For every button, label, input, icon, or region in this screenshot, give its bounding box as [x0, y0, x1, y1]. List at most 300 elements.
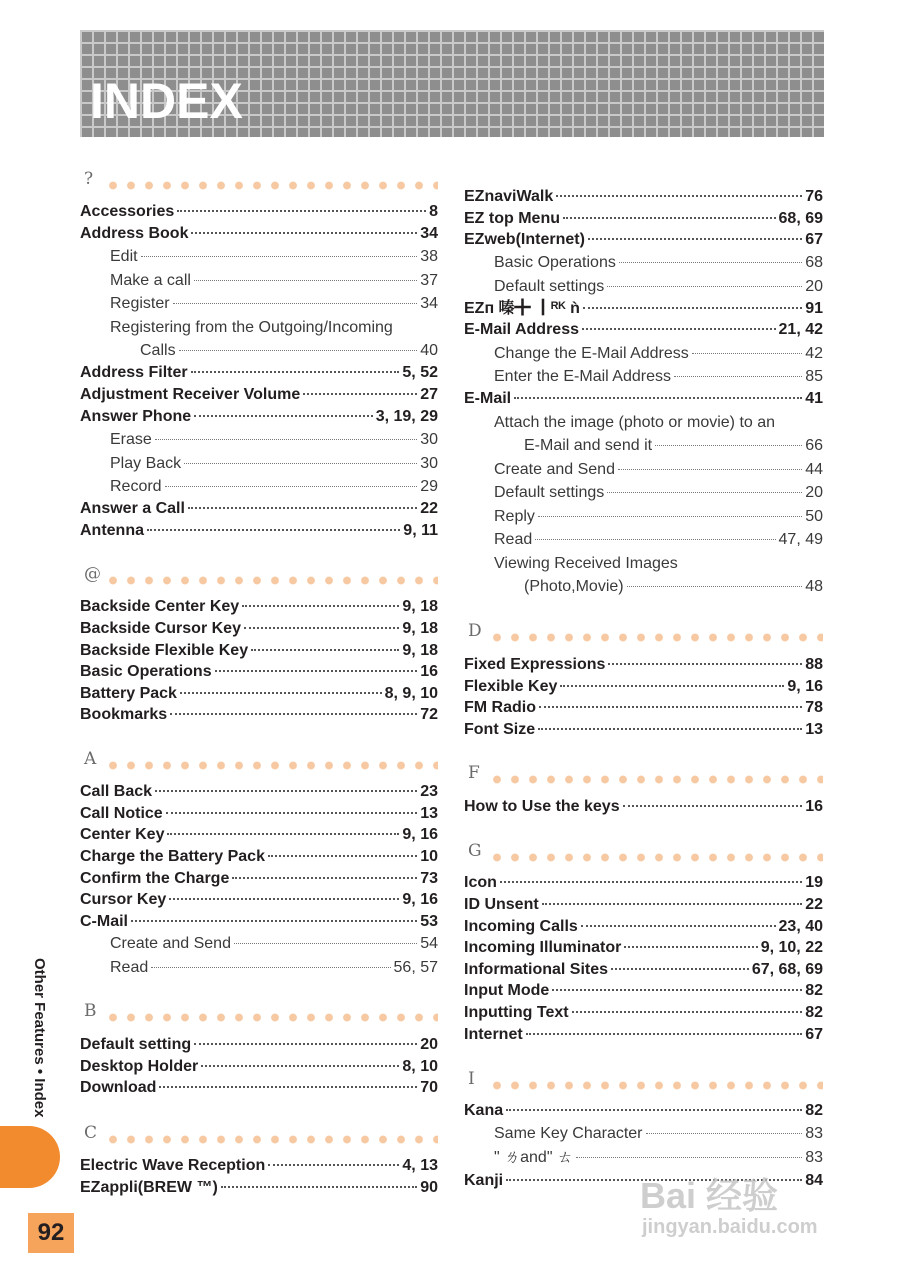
dot-leader	[303, 393, 417, 395]
dot-leader	[608, 663, 802, 665]
section-letter: I	[468, 1069, 475, 1089]
entry-pages: 9, 16	[787, 678, 823, 695]
section-header	[80, 1122, 438, 1146]
index-subentry	[110, 957, 438, 979]
section-header	[464, 840, 823, 864]
index-entry	[464, 229, 823, 251]
dot-leader	[607, 492, 802, 493]
dot-leader	[619, 262, 802, 263]
index-entry	[80, 704, 438, 726]
index-subentry	[110, 270, 438, 292]
dot-leader	[180, 692, 382, 694]
index-subentry	[494, 459, 823, 481]
entry-term: C-Mail	[80, 913, 128, 930]
dot-leader	[169, 898, 399, 900]
index-entry	[80, 661, 438, 683]
section-header	[80, 748, 438, 772]
entry-term: Read	[494, 531, 533, 548]
entry-term: Calls	[140, 342, 176, 359]
entry-term: E-Mail Address	[464, 321, 579, 338]
entry-pages: 8	[429, 203, 438, 220]
dotted-divider	[488, 1081, 823, 1090]
entry-term: Download	[80, 1079, 157, 1096]
dot-leader	[563, 217, 776, 219]
entry-pages: 5, 52	[402, 364, 438, 381]
entry-term: Default settings	[494, 278, 605, 295]
entry-term: Icon	[464, 874, 497, 891]
entry-term: Kana	[464, 1102, 504, 1119]
section-header	[464, 762, 823, 786]
section-letter: D	[468, 621, 482, 641]
index-entry	[464, 1024, 823, 1046]
entry-term: Incoming Illuminator	[464, 939, 622, 956]
dotted-divider	[104, 761, 438, 770]
dot-leader	[159, 1086, 417, 1088]
entry-term: Enter the E-Mail Address	[494, 368, 671, 385]
index-entry	[80, 1155, 438, 1177]
dot-leader	[251, 649, 399, 651]
entry-pages: 67, 68, 69	[751, 961, 823, 978]
entry-pages: 37	[420, 272, 438, 289]
index-entry	[80, 846, 438, 868]
entry-pages: 68	[805, 254, 823, 271]
index-entry	[80, 520, 438, 542]
entry-term: Electric Wave Reception	[80, 1157, 266, 1174]
section-letter: G	[468, 841, 482, 861]
entry-term: Same Key Character	[494, 1125, 643, 1142]
entry-pages: 54	[420, 935, 438, 952]
entry-term: Default settings	[494, 484, 605, 501]
dot-leader	[194, 415, 373, 417]
entry-pages: 23, 40	[778, 918, 823, 935]
dot-leader	[194, 1043, 417, 1045]
entry-pages: 90	[420, 1179, 438, 1196]
entry-pages: 9, 16	[402, 826, 438, 843]
entry-term: Edit	[110, 248, 138, 265]
dot-leader	[535, 539, 775, 540]
entry-term: Kanji	[464, 1172, 504, 1189]
index-entry	[80, 1056, 438, 1078]
entry-term: Call Back	[80, 783, 153, 800]
entry-pages: 9, 11	[403, 522, 438, 539]
entry-term: Flexible Key	[464, 678, 558, 695]
watermark	[640, 1168, 860, 1248]
entry-term: Answer a Call	[80, 500, 185, 517]
dot-leader	[242, 605, 399, 607]
dot-leader	[188, 507, 417, 509]
section-letter: @	[84, 564, 101, 584]
entry-pages: 13	[420, 805, 438, 822]
entry-term: Make a call	[110, 272, 191, 289]
index-entry	[80, 596, 438, 618]
entry-term: EZ top Menu	[464, 210, 560, 227]
entry-pages: 76	[805, 188, 823, 205]
entry-pages: 67	[805, 1026, 823, 1043]
section-header	[80, 168, 438, 192]
entry-pages: 91	[805, 300, 823, 317]
side-tab	[0, 1126, 60, 1188]
entry-term: Charge the Battery Pack	[80, 848, 265, 865]
entry-pages: 20	[805, 278, 823, 295]
index-entry	[80, 683, 438, 705]
entry-pages: 40	[420, 342, 438, 359]
dot-leader	[221, 1186, 417, 1188]
section-letter: C	[84, 1123, 98, 1143]
dotted-divider	[104, 1013, 438, 1022]
entry-term: EZnaviWalk	[464, 188, 554, 205]
dot-leader	[618, 469, 802, 470]
index-subentry	[524, 435, 823, 457]
index-entry	[80, 406, 438, 428]
entry-pages: 3, 19, 29	[375, 408, 438, 425]
dot-leader	[582, 328, 776, 330]
dot-leader	[173, 303, 418, 304]
entry-term: Incoming Calls	[464, 918, 578, 935]
dot-leader	[560, 685, 784, 687]
index-entry	[80, 889, 438, 911]
entry-term: Cursor Key	[80, 891, 167, 908]
watermark-url: jingyan.baidu.com	[642, 1216, 818, 1238]
index-entry	[464, 208, 823, 230]
entry-pages: 20	[805, 484, 823, 501]
index-entry	[80, 384, 438, 406]
dot-leader	[607, 286, 802, 287]
dot-leader	[191, 232, 417, 234]
index-entry	[464, 937, 823, 959]
entry-pages: 9, 18	[402, 642, 438, 659]
entry-pages: 29	[420, 478, 438, 495]
index-subentry	[494, 366, 823, 388]
entry-pages: 67	[805, 231, 823, 248]
entry-term: Play Back	[110, 455, 182, 472]
entry-term: Internet	[464, 1026, 523, 1043]
index-entry	[464, 872, 823, 894]
dot-leader	[166, 812, 418, 814]
entry-pages: 42	[805, 345, 823, 362]
index-subentry	[110, 429, 438, 451]
entry-pages: 20	[420, 1036, 438, 1053]
entry-term: Create and Send	[110, 935, 231, 952]
entry-term: Backside Center Key	[80, 598, 240, 615]
dot-leader	[611, 968, 749, 970]
dot-leader	[623, 805, 803, 807]
dot-leader	[184, 463, 417, 464]
dot-leader	[151, 967, 390, 968]
dot-leader	[627, 586, 803, 587]
entry-pages: 50	[805, 508, 823, 525]
index-entry	[80, 1034, 438, 1056]
index-subentry	[494, 506, 823, 528]
index-entry	[80, 618, 438, 640]
index-subentry	[494, 482, 823, 504]
index-entry	[464, 676, 823, 698]
dot-leader	[572, 1011, 803, 1013]
dot-leader	[165, 486, 418, 487]
entry-term: Confirm the Charge	[80, 870, 230, 887]
entry-term: Default setting	[80, 1036, 192, 1053]
section-header	[80, 563, 438, 587]
index-subentry	[494, 1123, 823, 1145]
dot-leader	[201, 1065, 399, 1067]
index-entry	[464, 719, 823, 741]
entry-pages: 70	[420, 1079, 438, 1096]
index-subentry	[110, 476, 438, 498]
dot-leader	[542, 903, 803, 905]
entry-pages: 47, 49	[778, 531, 823, 548]
dot-leader	[244, 627, 399, 629]
index-entry	[464, 697, 823, 719]
dot-leader	[674, 376, 802, 377]
entry-pages: 78	[805, 699, 823, 716]
entry-pages: 83	[805, 1125, 823, 1142]
dot-leader	[131, 920, 417, 922]
entry-term: Accessories	[80, 203, 175, 220]
entry-pages: 8, 9, 10	[384, 685, 438, 702]
dot-leader	[583, 307, 802, 309]
entry-term: Change the E-Mail Address	[494, 345, 689, 362]
entry-pages: 48	[805, 578, 823, 595]
dot-leader	[234, 943, 417, 944]
index-subentry	[494, 529, 823, 551]
entry-term: Inputting Text	[464, 1004, 569, 1021]
dot-leader	[155, 439, 417, 440]
section-letter: B	[84, 1001, 97, 1021]
index-subentry	[140, 340, 438, 362]
entry-pages: 10	[420, 848, 438, 865]
index-subentry-line: Attach the image (photo or movie) to an	[494, 414, 776, 431]
entry-pages: 82	[805, 1102, 823, 1119]
entry-pages: 56, 57	[393, 959, 438, 976]
watermark-logo: Bai 经验	[640, 1175, 779, 1216]
entry-term: Reply	[494, 508, 535, 525]
section-letter: A	[84, 749, 97, 769]
dot-leader	[624, 946, 757, 948]
entry-term: Basic Operations	[80, 663, 212, 680]
index-subentry	[494, 252, 823, 274]
index-subentry-line: Viewing Received Images	[494, 555, 678, 572]
entry-pages: 30	[420, 455, 438, 472]
dot-leader	[179, 350, 418, 351]
dot-leader	[655, 445, 802, 446]
entry-pages: 68, 69	[778, 210, 823, 227]
entry-term: Input Mode	[464, 982, 550, 999]
index-entry	[80, 498, 438, 520]
dot-leader	[232, 877, 417, 879]
entry-pages: 82	[805, 982, 823, 999]
index-entry	[464, 980, 823, 1002]
entry-pages: 85	[805, 368, 823, 385]
entry-pages: 22	[420, 500, 438, 517]
dotted-divider	[488, 853, 823, 862]
section-letter: ?	[84, 169, 94, 189]
entry-term: Read	[110, 959, 149, 976]
index-subentry-line: Registering from the Outgoing/Incoming	[110, 319, 393, 336]
dotted-divider	[104, 576, 438, 585]
index-subentry	[110, 933, 438, 955]
entry-term: Battery Pack	[80, 685, 177, 702]
index-entry	[80, 640, 438, 662]
dotted-divider	[488, 775, 823, 784]
section-letter: F	[468, 763, 480, 783]
entry-term: Center Key	[80, 826, 165, 843]
entry-term: Antenna	[80, 522, 144, 539]
index-entry	[80, 803, 438, 825]
index-entry	[80, 824, 438, 846]
dot-leader	[538, 728, 802, 730]
entry-pages: 66	[805, 437, 823, 454]
dot-leader	[177, 210, 426, 212]
dot-leader	[646, 1133, 803, 1134]
index-entry	[80, 1177, 438, 1199]
entry-pages: 30	[420, 431, 438, 448]
entry-pages: 84	[805, 1172, 823, 1189]
entry-pages: 9, 18	[402, 598, 438, 615]
entry-pages: 9, 16	[402, 891, 438, 908]
dotted-divider	[104, 1135, 438, 1144]
entry-term: Bookmarks	[80, 706, 168, 723]
entry-pages: 22	[805, 896, 823, 913]
entry-pages: 16	[420, 663, 438, 680]
entry-term: Basic Operations	[494, 254, 616, 271]
index-entry	[80, 781, 438, 803]
dot-leader	[500, 881, 802, 883]
dot-leader	[588, 238, 802, 240]
index-entry	[464, 186, 823, 208]
entry-term: Address Book	[80, 225, 189, 242]
dot-leader	[506, 1109, 802, 1111]
index-entry	[464, 796, 823, 818]
dot-leader	[556, 195, 802, 197]
dot-leader	[194, 280, 417, 281]
page-number: 92	[28, 1213, 74, 1253]
side-chapter-label: Other Features • Index	[31, 958, 48, 1118]
entry-term: EZ​п 嗪╋ ┃ᴿᴷ ǹ	[464, 300, 580, 317]
dot-leader	[692, 353, 802, 354]
entry-pages: 27	[420, 386, 438, 403]
index-entry	[464, 298, 823, 320]
entry-term: (Photo,Movie)	[524, 578, 624, 595]
index-entry	[464, 916, 823, 938]
entry-pages: 13	[805, 721, 823, 738]
entry-term: Erase	[110, 431, 152, 448]
index-entry	[80, 223, 438, 245]
dot-leader	[581, 925, 776, 927]
dot-leader	[141, 256, 418, 257]
index-entry	[464, 959, 823, 981]
entry-term: EZappli(BREW ™)	[80, 1179, 218, 1196]
entry-pages: 19	[805, 874, 823, 891]
entry-pages: 44	[805, 461, 823, 478]
dot-leader	[539, 706, 802, 708]
dot-leader	[167, 833, 399, 835]
entry-pages: 4, 13	[402, 1157, 438, 1174]
dotted-divider	[488, 633, 823, 642]
entry-term: Record	[110, 478, 162, 495]
entry-term: Address Filter	[80, 364, 188, 381]
entry-pages: 9, 10, 22	[760, 939, 823, 956]
entry-pages: 16	[805, 798, 823, 815]
index-subentry	[110, 246, 438, 268]
entry-pages: 23	[420, 783, 438, 800]
entry-term: Fixed Expressions	[464, 656, 606, 673]
index-subentry	[110, 453, 438, 475]
entry-pages: 38	[420, 248, 438, 265]
entry-term: How to Use the keys	[464, 798, 620, 815]
index-entry	[80, 868, 438, 890]
dot-leader	[268, 855, 417, 857]
dot-leader	[538, 516, 802, 517]
dot-leader	[268, 1164, 399, 1166]
section-header	[464, 1068, 823, 1092]
index-entry	[80, 1077, 438, 1099]
entry-pages: 73	[420, 870, 438, 887]
entry-pages: 9, 18	[402, 620, 438, 637]
entry-pages: 8, 10	[402, 1058, 438, 1075]
dot-leader	[215, 670, 418, 672]
index-entry	[464, 654, 823, 676]
index-entry	[464, 1002, 823, 1024]
index-subentry	[524, 576, 823, 598]
dot-leader	[170, 713, 417, 715]
index-entry	[464, 319, 823, 341]
index-entry	[464, 1100, 823, 1122]
entry-term: Register	[110, 295, 170, 312]
entry-pages: 88	[805, 656, 823, 673]
dot-leader	[552, 989, 802, 991]
dot-leader	[191, 371, 400, 373]
index-entry	[80, 201, 438, 223]
entry-term: Font Size	[464, 721, 536, 738]
entry-term: Backside Cursor Key	[80, 620, 241, 637]
index-subentry	[494, 276, 823, 298]
index-entry	[464, 894, 823, 916]
dot-leader	[514, 397, 802, 399]
entry-term: E-Mail and send it	[524, 437, 653, 454]
entry-pages: 41	[805, 390, 823, 407]
dot-leader	[147, 529, 400, 531]
entry-term: EZweb(Internet)	[464, 231, 585, 248]
entry-pages: 83	[805, 1149, 823, 1166]
entry-pages: 53	[420, 913, 438, 930]
dot-leader	[155, 790, 417, 792]
entry-pages: 34	[420, 225, 438, 242]
entry-term: Call Notice	[80, 805, 163, 822]
section-header	[464, 620, 823, 644]
index-banner	[80, 30, 824, 137]
index-entry	[80, 911, 438, 933]
entry-term: Informational Sites	[464, 961, 609, 978]
index-subentry	[494, 1147, 823, 1169]
entry-term: ID Unsent	[464, 896, 539, 913]
entry-term: Backside Flexible Key	[80, 642, 249, 659]
entry-term: E-Mail	[464, 390, 512, 407]
index-subentry	[110, 293, 438, 315]
dot-leader	[576, 1157, 802, 1158]
dot-leader	[526, 1033, 803, 1035]
entry-term: FM Radio	[464, 699, 536, 716]
entry-pages: 72	[420, 706, 438, 723]
entry-pages: 82	[805, 1004, 823, 1021]
entry-pages: 21, 42	[778, 321, 823, 338]
entry-term: Answer Phone	[80, 408, 192, 425]
entry-term: Adjustment Receiver Volume	[80, 386, 301, 403]
dotted-divider	[104, 181, 438, 190]
entry-term: Desktop Holder	[80, 1058, 199, 1075]
section-header	[80, 1000, 438, 1024]
index-subentry	[494, 343, 823, 365]
entry-term: " ㄌand" ㄊ	[494, 1149, 573, 1166]
index-entry	[464, 388, 823, 410]
